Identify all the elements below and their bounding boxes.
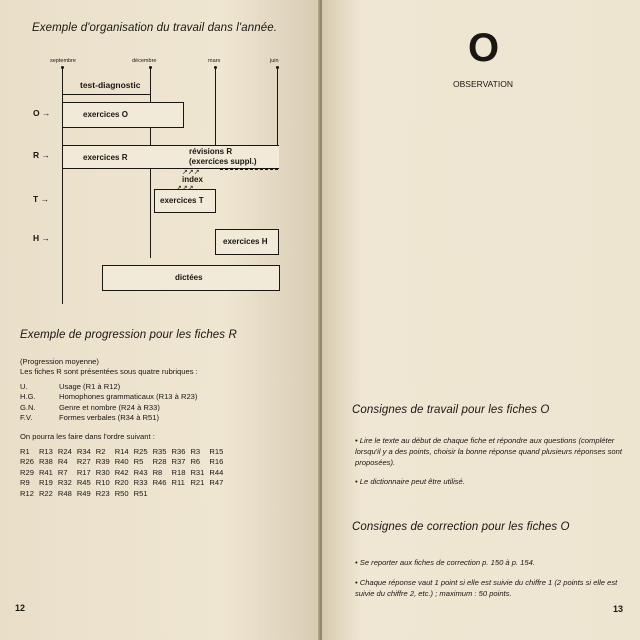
progression-label: (Progression moyenne) [20,357,99,366]
row-label-t: T → [33,194,50,204]
rubriques-list [20,381,197,423]
page-number-left: 12 [15,603,26,613]
bar-exercices-h: exercices H [215,229,279,255]
order-grid-cell: R25 [133,446,148,456]
order-grid-cell: R29 [20,467,34,477]
order-grid-cell: R35 [152,446,167,456]
heading-progression: Exemple de progression pour les fiches R [20,329,237,341]
bar-exercices-o: exercices O [62,102,184,128]
order-grid-cell: R8 [152,467,163,477]
order-grid-row [20,488,228,499]
page-number-right: 13 [613,604,624,614]
order-grid-cell: R27 [76,457,91,467]
order-grid-cell: R22 [38,488,53,498]
axis-line [277,68,278,150]
order-grid-cell: R11 [171,478,185,488]
order-grid-cell: R12 [20,488,34,498]
travail-item: • Lire le texte au début de chaque fiche et répondre aux questions (compléter lorsqu'il y a des points, choisir la bonne réponse quand plusieurs réponses sont proposées). [355,436,622,467]
axis-line [215,68,216,150]
order-grid-cell: R17 [76,467,91,477]
row-label-o: O → [33,108,51,118]
order-grid-cell: R13 [38,446,53,456]
order-grid-cell: R48 [57,488,72,498]
heading-correction: Consignes de correction pour les fiches O [352,521,570,533]
order-grid-cell: R45 [76,478,91,488]
rubrique-row: G.N. Genre et nombre (R24 à R33) [20,402,160,412]
order-grid-cell: R21 [190,478,205,488]
order-grid-cell: R51 [133,488,148,498]
index-label: index [182,175,203,184]
section-title: OBSERVATION [453,79,513,89]
bar-exercices-t: exercices T [154,189,216,213]
heading-organisation: Exemple d'organisation du travail dans l'année. [32,22,277,34]
order-grid-cell: R26 [20,457,34,467]
month-label: septembre [50,58,76,64]
rubrique-row: H.G. Homophones grammaticaux (R13 à R23) [20,392,198,402]
travail-item: • Le dictionnaire peut être utilisé. [355,477,465,486]
index-arrows: ↗↗↗ [182,169,200,176]
order-grid-cell: R47 [209,478,224,488]
correction-item: • Chaque réponse vaut 1 point si elle est suivie du chiffre 1 (2 points si elle est suivie du chiffre 2, etc.) ; maximum : 50 points. [355,578,618,598]
order-grid-cell: R31 [190,467,205,477]
order-grid-row [20,446,228,457]
order-grid-cell: R20 [114,478,129,488]
order-grid-cell: R4 [57,457,68,467]
order-grid-cell: R7 [57,467,68,477]
order-grid-cell: R33 [133,478,148,488]
order-text: On pourra les faire dans l'ordre suivant : [20,432,155,441]
row-label-r: R → [33,150,51,160]
intro-text: Les fiches R sont présentées sous quatre rubriques : [20,367,198,376]
order-grid-cell: R30 [95,467,110,477]
order-grid-cell: R9 [20,478,30,488]
order-grid-cell: R41 [38,467,53,477]
month-label: mars [208,58,221,64]
big-letter: O [468,26,500,70]
order-grid-cell: R38 [38,457,53,467]
order-grid-cell: R42 [114,467,129,477]
bar-dictees: dictées [102,265,280,291]
correction-item: • Se reporter aux fiches de correction p. 150 à p. 154. [355,558,535,567]
order-grid-cell: R5 [133,457,144,467]
order-grid-cell: R19 [38,478,53,488]
order-grid-cell: R32 [57,478,72,488]
test-diagnostic-label: test-diagnostic [80,80,141,90]
rubrique-row: F.V. Formes verbales (R34 à R51) [20,413,160,423]
order-grid-cell: R50 [114,488,129,498]
bar-exercices-r: exercices R révisions R (exercices suppl.) [62,145,279,169]
order-grid-cell: R16 [209,457,224,467]
order-grid-row [20,467,228,478]
month-label: juin [270,58,279,64]
order-grid-cell: R24 [57,446,72,456]
right-page [322,0,640,640]
order-grid-cell: R36 [171,446,186,456]
order-grid-cell: R3 [190,446,201,456]
bar-r-dashed-end [220,169,278,170]
order-grid-cell: R49 [76,488,91,498]
order-grid-cell: R6 [190,457,201,467]
order-grid-cell: R18 [171,467,186,477]
order-grid-cell: R39 [95,457,110,467]
order-grid-row [20,457,228,468]
test-underline [62,94,150,95]
order-grid-cell: R46 [152,478,167,488]
order-grid-cell: R23 [95,488,110,498]
order-grid-cell: R14 [114,446,129,456]
order-grid-cell: R37 [171,457,186,467]
rubrique-row: U. Usage (R1 à R12) [20,381,121,391]
order-grid-cell: R43 [133,467,148,477]
row-label-h: H → [33,233,51,243]
heading-travail: Consignes de travail pour les fiches O [352,404,550,416]
order-grid-row [20,478,228,489]
order-grid-cell: R15 [209,446,224,456]
order-grid-cell: R40 [114,457,129,467]
order-grid [20,446,228,499]
order-grid-cell: R1 [20,446,30,456]
order-grid-cell: R2 [95,446,106,456]
order-grid-cell: R10 [95,478,110,488]
month-label: décembre [132,58,157,64]
order-grid-cell: R28 [152,457,167,467]
order-grid-cell: R34 [76,446,91,456]
order-grid-cell: R44 [209,467,224,477]
